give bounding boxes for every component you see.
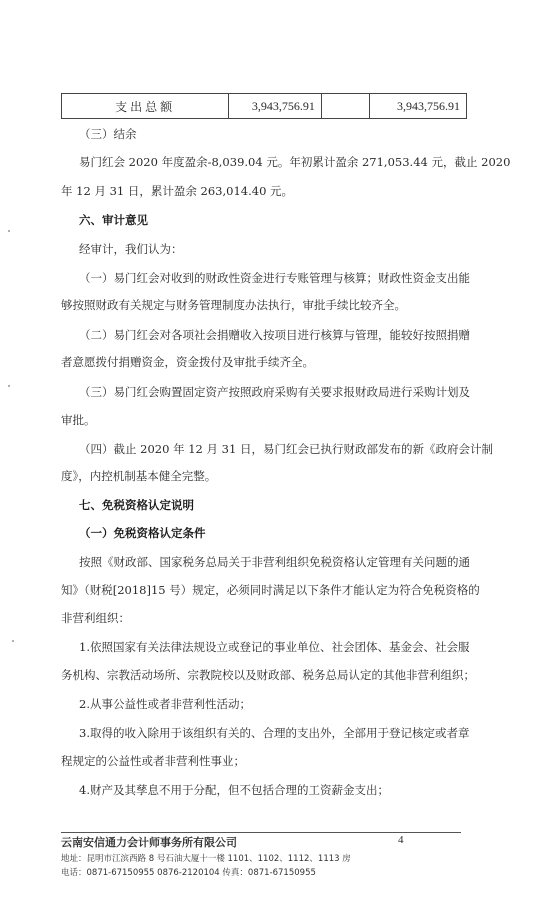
- subsection-heading: （一）免税资格认定条件: [79, 526, 206, 540]
- paragraph-line: （三）易门红会购置固定资产按照政府采购有关要求报财政局进行采购计划及: [79, 385, 470, 399]
- paragraph-line: （二）易门红会对各项社会捐赠收入按项目进行核算与管理，能较好按照捐赠: [79, 328, 470, 342]
- paragraph-line: 2.从事公益性或者非营利性活动；: [79, 697, 251, 711]
- footer-address: 地址：昆明市江滨西路 8 号石油大厦十一楼 1101、1102、1112、1113 房: [61, 854, 351, 864]
- paragraph-line: 程规定的公益性或者非营利性事业；: [61, 754, 245, 768]
- paragraph-line: 4.财产及其孳息不用于分配，但不包括合理的工资薪金支出；: [79, 783, 389, 797]
- paragraph-line: 务机构、宗教活动场所、宗教院校以及财政部、税务总局认定的其他非营利组织；: [61, 668, 475, 682]
- scan-speck: [8, 230, 10, 232]
- page-number: 4: [398, 834, 404, 846]
- table-cell-value: 3,943,756.91: [229, 94, 322, 119]
- table-cell-label: 支出总额: [62, 94, 229, 119]
- paragraph-line: 够按照财政有关规定与财务管理制度办法执行，审批手续比较齐全。: [61, 298, 406, 312]
- expense-table: [61, 93, 467, 119]
- footer-divider: [61, 832, 461, 833]
- paragraph-line: 年 12 月 31 日，累计盈余 263,014.40 元。: [61, 184, 294, 198]
- paragraph-line: （四）截止 2020 年 12 月 31 日，易门红会已执行财政部发布的新《政府会计制: [79, 442, 493, 456]
- section-heading: 六、审计意见: [79, 213, 148, 227]
- scan-speck: [12, 640, 14, 642]
- paragraph-line: 度》，内控机制基本健全完整。: [61, 469, 217, 483]
- footer-company: 云南安信通力会计师事务所有限公司: [61, 836, 237, 849]
- section-heading: （三）结余: [79, 127, 137, 141]
- paragraph-line: （一）易门红会对收到的财政性资金进行专账管理与核算；财政性资金支出能: [79, 271, 470, 285]
- table-row: [62, 94, 467, 119]
- paragraph-line: 非营利组织：: [61, 611, 130, 625]
- paragraph-line: 知》（财税[2018]15 号）规定，必须同时满足以下条件才能认定为符合免税资格的: [61, 583, 480, 597]
- paragraph-line: 易门红会 2020 年度盈余-8,039.04 元。年初累计盈余 271,053.44 元，截止 2020: [79, 155, 511, 169]
- section-heading: 七、免税资格认定说明: [79, 498, 194, 512]
- paragraph-line: 者意愿拨付捐赠资金，资金拨付及审批手续齐全。: [61, 355, 314, 369]
- paragraph-line: 审批。: [61, 413, 96, 427]
- scan-speck: [8, 385, 10, 387]
- paragraph-line: 3.取得的收入除用于该组织有关的、合理的支出外，全部用于登记核定或者章: [79, 726, 470, 740]
- paragraph-line: 1.依照国家有关法律法规设立或登记的事业单位、社会团体、基金会、社会服: [79, 640, 470, 654]
- paragraph-line: 按照《财政部、国家税务总局关于非营利组织免税资格认定管理有关问题的通: [79, 555, 470, 569]
- table-cell-total: 3,943,756.91: [370, 94, 467, 119]
- footer-phone: 电话：0871-67150955 0876-2120104 传真：0871-67150955: [61, 868, 316, 878]
- paragraph-line: 经审计，我们认为：: [79, 242, 183, 256]
- table-cell-empty: [321, 94, 369, 119]
